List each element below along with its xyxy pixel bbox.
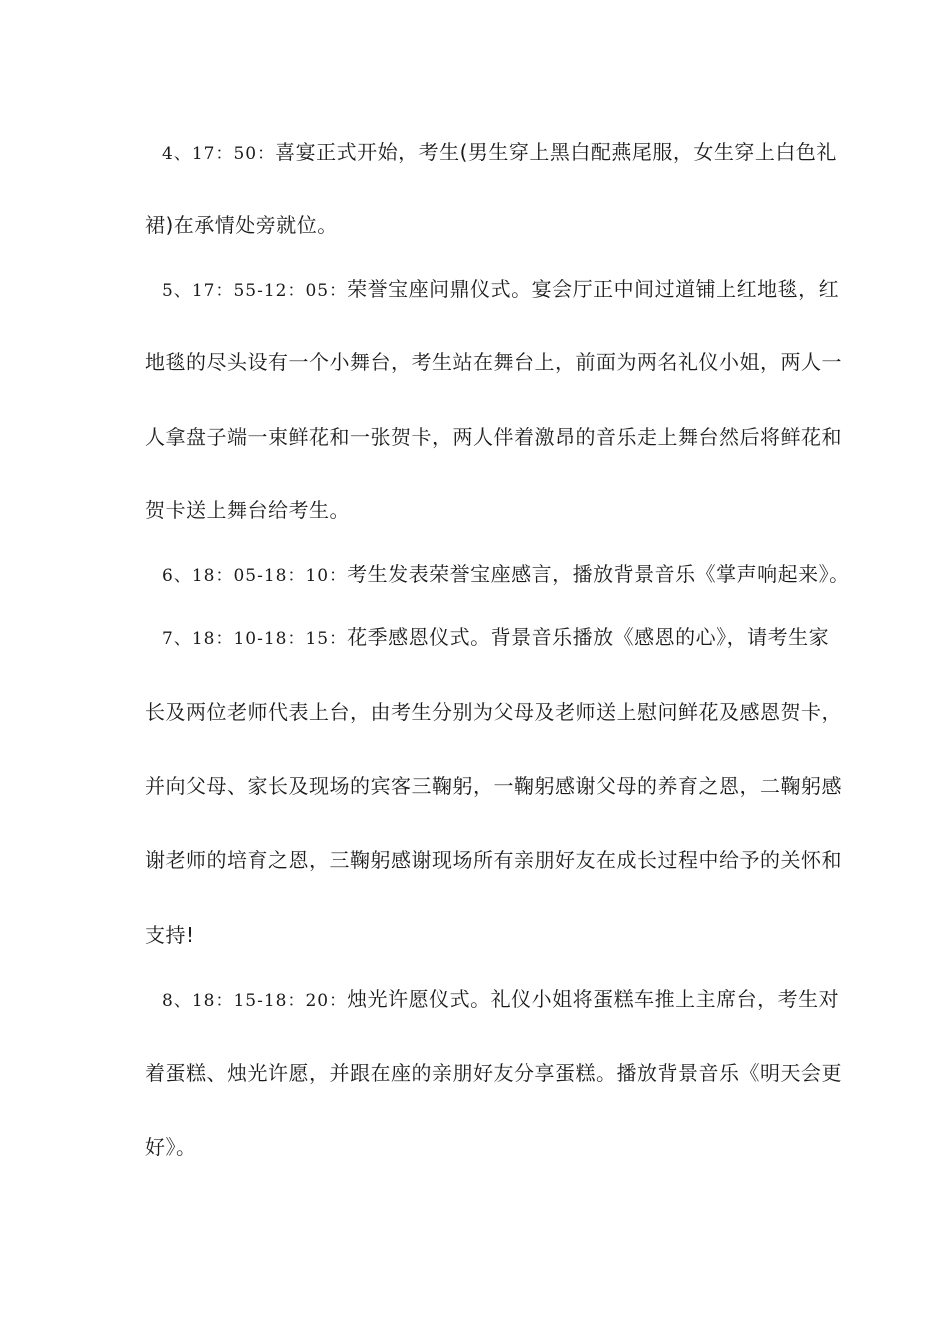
paragraph-lead: 6、18：05-18：10： [162,566,348,586]
paragraph-lead: 8、18：15-18：20： [162,991,348,1011]
paragraph-text: 考生发表荣誉宝座感言，播放背景音乐《掌声响起来》。 [347,562,850,586]
paragraph-text: 花季感恩仪式。背景音乐播放《感恩的心》，请考生家 [347,625,830,649]
paragraph-text: 荣誉宝座问鼎仪式。宴会厅正中间过道铺上红地毯，红 [347,277,840,301]
paragraph-text: 好》。 [145,1135,197,1159]
paragraph-line [145,772,842,800]
paragraph-text: 谢老师的培育之恩，三鞠躬感谢现场所有亲朋好友在成长过程中给予的关怀和 [145,848,842,872]
paragraph-line [162,560,850,590]
paragraph-line [162,985,839,1015]
paragraph-lead: 7、18：10-18：15： [162,629,348,649]
paragraph-line [145,1059,842,1087]
paragraph-line [162,275,839,305]
paragraph-line [145,698,842,726]
paragraph-text: 着蛋糕、烛光许愿，并跟在座的亲朋好友分享蛋糕。播放背景音乐《明天会更 [145,1061,842,1085]
paragraph-line [145,423,842,451]
paragraph-text: 烛光许愿仪式。礼仪小姐将蛋糕车推上主席台，考生对 [347,987,840,1011]
paragraph-line [145,846,842,874]
paragraph-line [145,1133,197,1161]
paragraph-text: 并向父母、家长及现场的宾客三鞠躬，一鞠躬感谢父母的养育之恩，二鞠躬感 [145,774,842,798]
paragraph-line [145,348,842,376]
paragraph-text: 贺卡送上舞台给考生。 [145,498,350,522]
paragraph-lead: 5、17：55-12：05： [162,281,348,301]
paragraph-lead: 4、17：50： [162,144,276,164]
paragraph-text: 地毯的尽头设有一个小舞台，考生站在舞台上，前面为两名礼仪小姐，两人一 [145,350,842,374]
paragraph-text: 支持! [145,923,195,947]
paragraph-text: 人拿盘子端一束鲜花和一张贺卡，两人伴着激昂的音乐走上舞台然后将鲜花和 [145,425,842,449]
paragraph-line [162,138,837,168]
paragraph-text: 长及两位老师代表上台，由考生分别为父母及老师送上慰问鲜花及感恩贺卡， [145,700,842,724]
paragraph-line [145,496,350,524]
paragraph-line [162,623,829,653]
paragraph-line [145,211,338,239]
paragraph-text: 喜宴正式开始，考生(男生穿上黑白配燕尾服，女生穿上白色礼 [275,140,837,164]
paragraph-text: 裙)在承情处旁就位。 [145,213,338,237]
paragraph-line [145,921,195,949]
